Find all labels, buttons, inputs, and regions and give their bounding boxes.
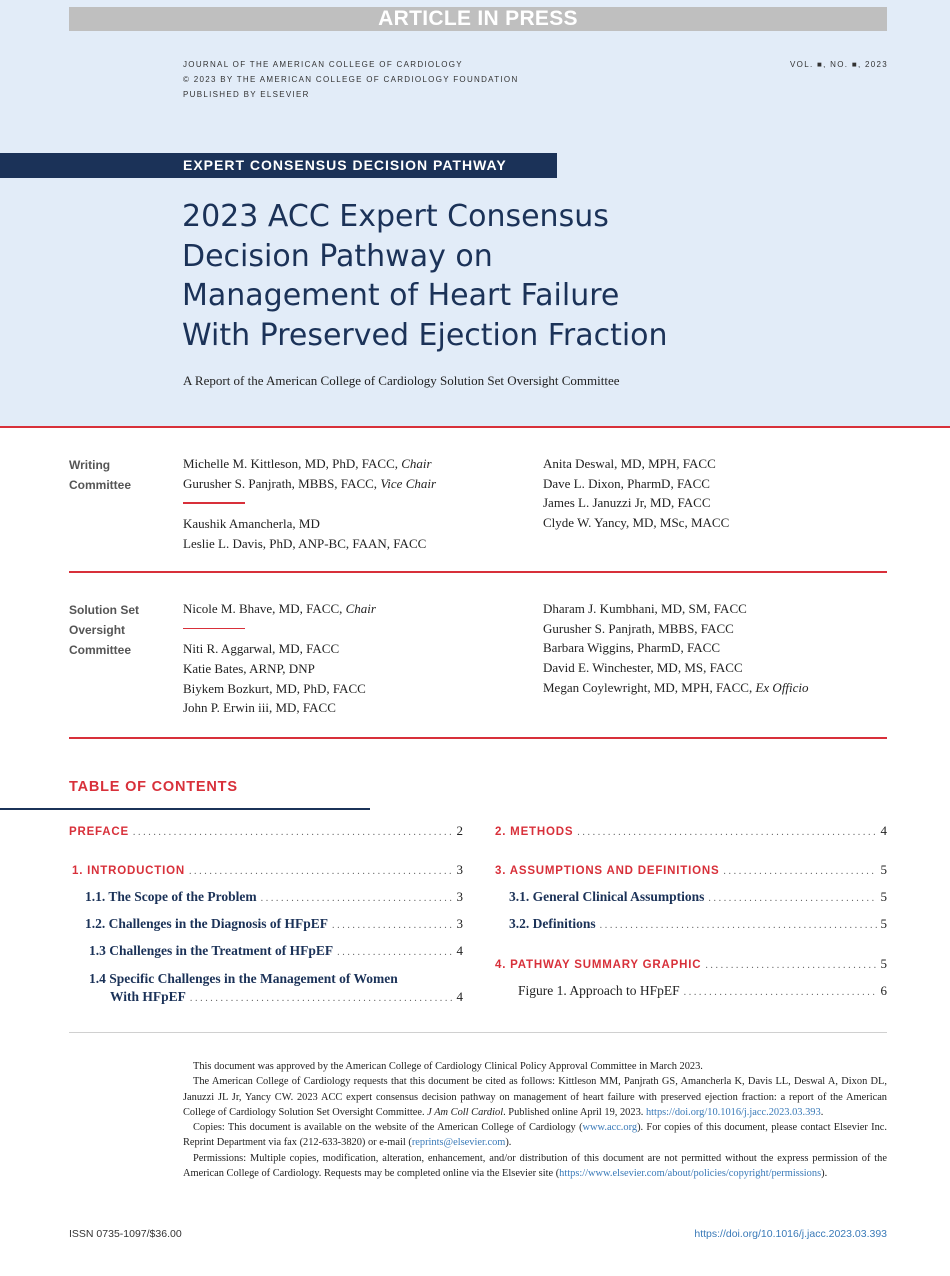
footnotes [183,1059,887,1181]
member-name: Clyde W. Yancy, MD, MSc, MACC [543,515,730,531]
member-name: Biykem Bozkurt, MD, PhD, FACC [183,680,366,696]
oversight-committee-left [183,599,376,718]
toc-entry-scope[interactable]: 1.1. The Scope of the Problem ..... 3 [85,889,463,905]
toc-entry-assumptions[interactable]: 3. ASSUMPTIONS AND DEFINITIONS ..... 5 [495,862,887,878]
article-type-band: EXPERT CONSENSUS DECISION PATHWAY [0,153,557,178]
approval-note: This document was approved by the American College of Cardiology Clinical Policy Approval Committee in March 2023. [193,1061,703,1072]
toc-heading-underline [0,808,370,810]
title-line: Management of Heart Failure [182,278,620,313]
vice-chair-entry: Gurusher S. Panjrath, MBBS, FACC, Vice Chair [183,475,437,491]
footnote-divider [69,1032,887,1033]
oversight-committee-right [543,599,809,698]
citation-note: The American College of Cardiology requests that this document be cited as follows: Kittleson MM, Panjrath GS, Amancherla K, Davis LL, Deswal A, Dixon DL, Januzzi JL Jr, Yancy CW. 2023 ACC expert consensus decision pathway on management of heart failure with preserved ejection fraction: a report of the American College of Cardiology Solution Set Oversight Committee. J Am Coll Cardiol. Published online April 19, 2023. https://doi.org/10.1016/j.jacc.2023.03.393. [183,1076,887,1118]
member-name: Anita Deswal, MD, MPH, FACC [543,456,716,471]
member-name: Dave L. Dixon, PharmD, FACC [543,475,710,491]
issn: ISSN 0735-1097/$36.00 [69,1228,182,1240]
member-name: John P. Erwin iii, MD, FACC [183,700,336,716]
member-name: Barbara Wiggins, PharmD, FACC [543,640,721,656]
title-line: With Preserved Ejection Fraction [182,317,668,353]
toc-entry-women-cont[interactable]: With HFpEF ..... 4 [110,989,463,1005]
acc-website-link[interactable]: www.acc.org [582,1122,638,1134]
toc-entry-clinical-assumptions[interactable]: 3.1. General Clinical Assumptions ..... 5 [509,889,887,905]
toc-heading: TABLE OF CONTENTS [69,779,238,795]
volume-info: VOL. ■, NO. ■, 2023 [790,60,888,69]
writing-committee-label: Writing Committee [69,458,132,492]
member-name: David E. Winchester, MD, MS, FACC [543,660,743,676]
permissions-note: Permissions: Multiple copies, modification, alteration, enhancement, and/or distribution of this document are not permitted without the express permission of the American College of Cardiology. Requests may be completed online via the Elsevier site (https://www.elsevier.com/about/policies/copyright/permissions). [183,1152,887,1180]
title-line: Decision Pathway on [182,238,493,274]
member-name: Niti R. Aggarwal, MD, FACC [183,641,340,657]
article-title [182,197,802,355]
writing-committee-right [543,454,729,533]
toc-entry-figure-1[interactable]: Figure 1. Approach to HFpEF ..... 6 [518,983,887,999]
publisher-line: PUBLISHED BY ELSEVIER [183,90,310,99]
chair-separator [183,502,245,504]
reprints-email-link[interactable]: reprints@elsevier.com [411,1137,506,1149]
ex-officio-entry: Megan Coylewright, MD, MPH, FACC, Ex Officio [543,679,809,695]
toc-entry-introduction[interactable]: 1. INTRODUCTION ..... 3 [72,862,463,878]
permissions-link[interactable]: https://www.elsevier.com/about/policies/copyright/permissions [559,1168,822,1180]
chair-entry: Nicole M. Bhave, MD, FACC, Chair [183,601,376,616]
toc-entry-methods[interactable]: 2. METHODS ..... 4 [495,823,887,839]
title-line: 2023 ACC Expert Consensus [182,199,609,234]
member-name: James L. Januzzi Jr, MD, FACC [543,495,711,511]
journal-name: JOURNAL OF THE AMERICAN COLLEGE OF CARDIOLOGY [183,60,463,69]
member-name: Kaushik Amancherla, MD [183,515,320,531]
article-in-press-banner: ARTICLE IN PRESS [69,7,887,31]
member-name: Gurusher S. Panjrath, MBBS, FACC [543,620,734,636]
toc-entry-definitions[interactable]: 3.2. Definitions ..... 5 [509,916,887,932]
journal-info [183,57,519,102]
toc-entry-treatment[interactable]: 1.3 Challenges in the Treatment of HFpEF ..... 4 [89,943,463,959]
chair-separator [183,628,245,630]
oversight-committee-label: Solution Set Oversight Committee [69,603,139,657]
writing-committee-left [183,454,436,553]
copyright-line: © 2023 BY THE AMERICAN COLLEGE OF CARDIOLOGY FOUNDATION [183,75,519,84]
section-divider [69,571,887,573]
member-name: Dharam J. Kumbhani, MD, SM, FACC [543,601,747,616]
header-divider [0,426,950,428]
toc-entry-women[interactable]: 1.4 Specific Challenges in the Management of Women [89,971,398,986]
toc-entry-pathway-graphic[interactable]: 4. PATHWAY SUMMARY GRAPHIC ..... 5 [495,956,887,972]
article-subtitle: A Report of the American College of Cardiology Solution Set Oversight Committee [183,373,620,388]
toc-entry-preface[interactable]: PREFACE ..... 2 [69,823,463,839]
member-name: Leslie L. Davis, PhD, ANP-BC, FAAN, FACC [183,535,427,551]
toc-entry-diagnosis[interactable]: 1.2. Challenges in the Diagnosis of HFpEF ..... 3 [85,916,463,932]
copies-note: Copies: This document is available on the website of the American College of Cardiology (www.acc.org). For copies of this document, please contact Elsevier Inc. Reprint Department via fax (212-633-3820) or e-mail (reprints@elsevier.com). [183,1122,887,1149]
member-name: Katie Bates, ARNP, DNP [183,660,315,676]
footer-doi-link[interactable]: https://doi.org/10.1016/j.jacc.2023.03.393 [694,1228,887,1240]
citation-doi-link[interactable]: https://doi.org/10.1016/j.jacc.2023.03.393 [645,1106,821,1118]
chair-entry: Michelle M. Kittleson, MD, PhD, FACC, Chair [183,456,432,471]
section-divider [69,737,887,739]
